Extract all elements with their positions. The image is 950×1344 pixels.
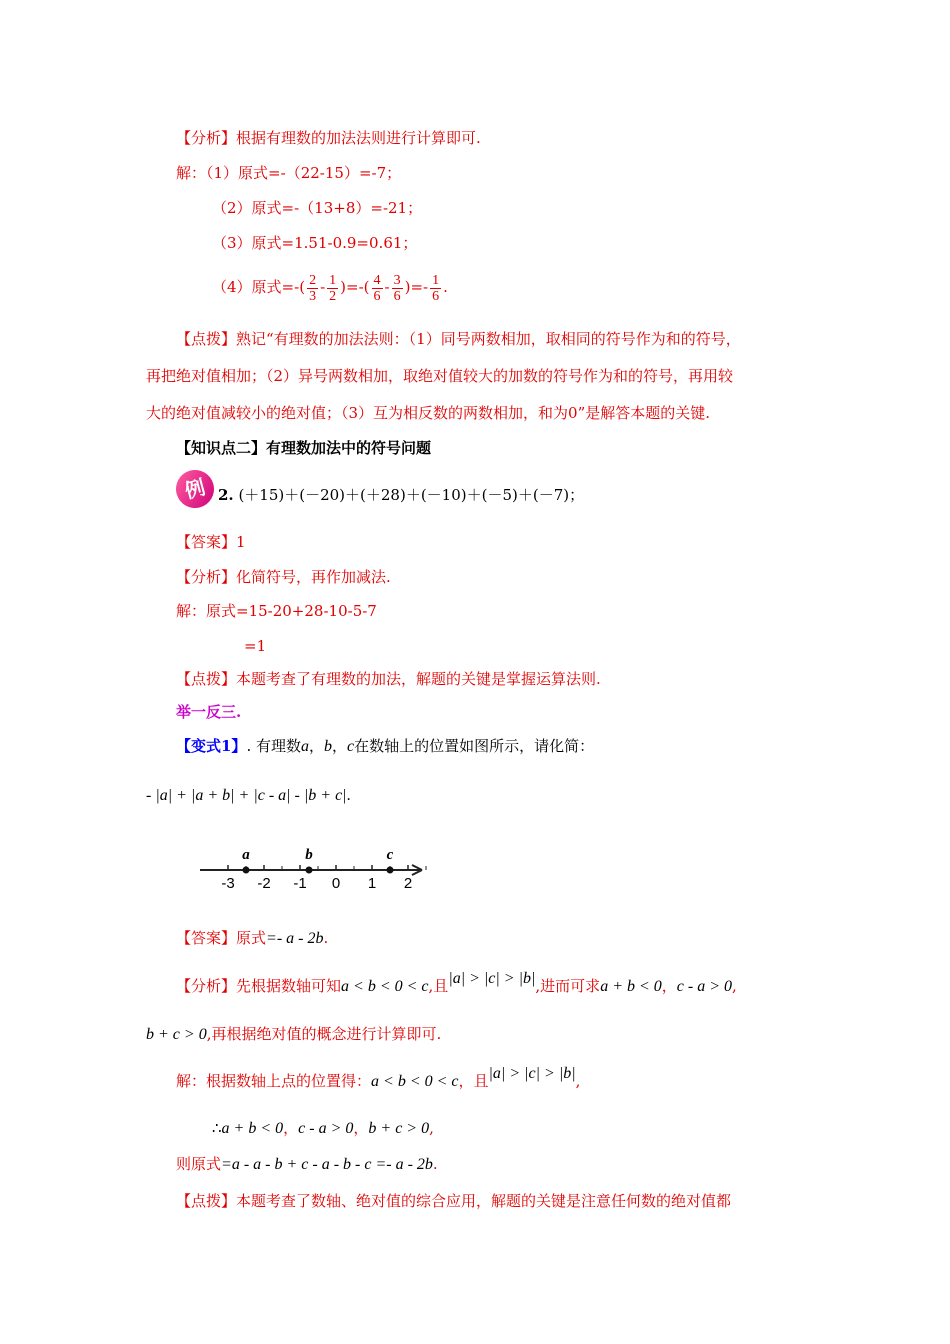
- example-badge-icon: 例: [172, 466, 219, 513]
- therefore-symbol: ∴: [212, 1119, 222, 1137]
- solution-step-2: （2）原式=-（13+8）=-21；: [212, 199, 423, 217]
- point-label-b: b: [305, 847, 313, 863]
- answer-expression: =- a - 2b: [266, 930, 324, 947]
- example-2-problem: [218, 485, 584, 505]
- inequality: a < b < 0 < c: [341, 978, 429, 995]
- denominator: 6: [432, 288, 440, 304]
- variant-expression: [146, 786, 351, 806]
- variant-1-problem: [176, 736, 594, 757]
- tip-tag: 【点拨】: [176, 330, 237, 348]
- variant-solution-line-2: [212, 1118, 434, 1139]
- answer-value: 1: [236, 533, 246, 551]
- period: .: [432, 1155, 438, 1173]
- separator: ,: [732, 977, 737, 995]
- problem-number: 2.: [218, 486, 234, 504]
- analysis-part: ,进而可求: [535, 977, 601, 995]
- var-b: b: [324, 738, 332, 755]
- variant-tail: 在数轴上的位置如图所示，请化简：: [354, 737, 595, 755]
- analysis-text: 根据有理数的加法法则进行计算即可.: [236, 129, 481, 147]
- variant-answer: [176, 928, 328, 949]
- tip-text: 本题考查了有理数的加法，解题的关键是掌握运算法则.: [236, 670, 601, 688]
- tick-label: 1: [367, 875, 377, 892]
- numerator: 1: [329, 272, 337, 288]
- solution-part: 解：根据数轴上点的位置得：: [176, 1072, 372, 1090]
- minus-sign: -: [358, 278, 364, 296]
- relation-3: b + c > 0: [146, 1026, 207, 1043]
- analysis-part: ,再根据绝对值的概念进行计算即可.: [206, 1025, 442, 1043]
- separator: ，: [661, 977, 677, 995]
- separator: ，: [308, 737, 324, 755]
- tip-line-2: 再把绝对值相加；（2）异号两数相加，取绝对值较大的加数的符号作为和的符号，再用较: [146, 367, 734, 385]
- relation-3: b + c > 0: [368, 1120, 430, 1137]
- analysis-line-ex1: [176, 128, 481, 148]
- separator: ，: [283, 1119, 299, 1137]
- result-expression: =a - a - b + c - a - b - c =- a - 2b: [221, 1156, 433, 1173]
- var-a: a: [300, 738, 309, 755]
- relation-1: a + b < 0: [600, 978, 662, 995]
- solution-line-1: 解：原式=15-20+28-10-5-7: [176, 602, 377, 620]
- tip-text: 熟记“有理数的加法法则：（1）同号两数相加，取相同的符号作为和的符号，: [236, 330, 741, 348]
- period: .: [443, 278, 448, 296]
- answer-line: [176, 532, 246, 552]
- period: .: [346, 787, 351, 804]
- tick-label: -3: [221, 875, 235, 892]
- analysis-line-ex2: [176, 567, 391, 587]
- analysis-tag: 【分析】: [176, 129, 237, 147]
- analysis-part: 先根据数轴可知: [236, 977, 342, 995]
- variant-analysis-line-2: [146, 1024, 441, 1045]
- variant-tip-line: [176, 1191, 731, 1211]
- numerator: 2: [309, 272, 317, 288]
- section-heading: 【知识点二】有理数加法中的符号问题: [176, 439, 432, 457]
- separator: ,: [429, 1119, 434, 1137]
- tick-label: 2: [403, 875, 413, 892]
- analysis-text: 化简符号，再作加减法.: [236, 568, 391, 586]
- point-label-a: a: [242, 847, 250, 863]
- step-4-prefix: （4）原式=: [212, 278, 295, 296]
- denominator: 3: [309, 288, 317, 304]
- denominator: 2: [329, 288, 337, 304]
- number-line-figure: [196, 842, 436, 894]
- separator: ,: [575, 1072, 581, 1090]
- fraction-2-3: [307, 273, 318, 304]
- separator: ，: [332, 737, 348, 755]
- analysis-tag: 【分析】: [176, 977, 237, 995]
- practice-label: 举一反三.: [176, 703, 242, 721]
- tip-tag: 【点拨】: [176, 1192, 237, 1210]
- tick-label: -2: [257, 875, 271, 892]
- denominator: 6: [393, 288, 401, 304]
- answer-tag: 【答案】: [176, 929, 237, 947]
- solution-part: ，且: [458, 1072, 489, 1090]
- tip-line-1: [176, 329, 741, 349]
- numerator: 4: [373, 272, 381, 288]
- equals-sign: =: [410, 278, 424, 296]
- inequality: a < b < 0 < c: [371, 1073, 459, 1090]
- period: .: [323, 929, 329, 947]
- separator: ，: [353, 1119, 369, 1137]
- minus-sign: -: [423, 278, 429, 296]
- relation-2: c - a > 0: [298, 1120, 354, 1137]
- variant-intro: . 有理数: [246, 737, 301, 755]
- relation-1: a + b < 0: [221, 1120, 284, 1137]
- expression: - |a| + |a + b| + |c - a| - |b + c|: [146, 787, 347, 804]
- numerator: 3: [393, 272, 401, 288]
- variant-tag: 【变式1】: [176, 737, 247, 755]
- analysis-part: ,且: [428, 977, 449, 995]
- tip-line-ex2: [176, 669, 601, 689]
- point-a: [243, 867, 250, 874]
- result-prefix: 则原式: [176, 1155, 222, 1173]
- denominator: 6: [373, 288, 381, 304]
- tick-label: 0: [331, 875, 341, 892]
- solution-step-4: （4）原式=-( $\frac{2}{3}$ - $\frac{1}{2}$ )=-( $\frac{4}{6}$ - $\frac{3}{6}$ )=- $\frac{1}{6}$ .: [212, 272, 448, 304]
- answer-prefix: 原式: [236, 929, 267, 947]
- fraction-4-6: [372, 273, 383, 304]
- minus-sign: -: [320, 278, 326, 296]
- variant-solution-line-3: [176, 1154, 438, 1175]
- tip-tag: 【点拨】: [176, 670, 237, 688]
- fraction-3-6: [392, 273, 403, 304]
- minus-sign: -: [384, 278, 390, 296]
- solution-label: 解：: [176, 164, 207, 182]
- tip-text: 本题考查了数轴、绝对值的综合应用，解题的关键是注意任何数的绝对值都: [236, 1192, 732, 1210]
- absolute-relation: |a| > |c| > |b|: [448, 970, 536, 987]
- fraction-1-2: [327, 273, 338, 304]
- step-1-text: （1）原式=-（22-15）=-7；: [206, 164, 402, 182]
- var-c: c: [347, 738, 355, 755]
- solution-step-1: [176, 163, 401, 183]
- analysis-tag: 【分析】: [176, 568, 237, 586]
- tick-label: -1: [293, 875, 307, 892]
- relation-2: c - a > 0: [676, 978, 733, 995]
- numerator: 1: [432, 272, 440, 288]
- solution-step-3: （3）原式=1.51-0.9=0.61；: [212, 234, 418, 252]
- variant-analysis-line-1: [176, 970, 737, 997]
- point-b: [306, 867, 313, 874]
- equals-sign: =: [346, 278, 359, 296]
- point-label-c: c: [386, 847, 394, 863]
- variant-solution-line-1: [176, 1065, 581, 1092]
- absolute-relation: |a| > |c| > |b|: [488, 1065, 576, 1082]
- tip-line-3: 大的绝对值减较小的绝对值；（3）互为相反数的两数相加，和为0”是解答本题的关键.: [146, 404, 711, 422]
- fraction-1-6: [430, 273, 441, 304]
- answer-tag: 【答案】: [176, 533, 237, 551]
- solution-line-2: =1: [244, 637, 267, 655]
- problem-expression: (＋15)＋(－20)＋(＋28)＋(－10)＋(－5)＋(－7)；: [238, 486, 585, 504]
- minus-sign: -: [294, 278, 300, 296]
- point-c: [387, 867, 394, 874]
